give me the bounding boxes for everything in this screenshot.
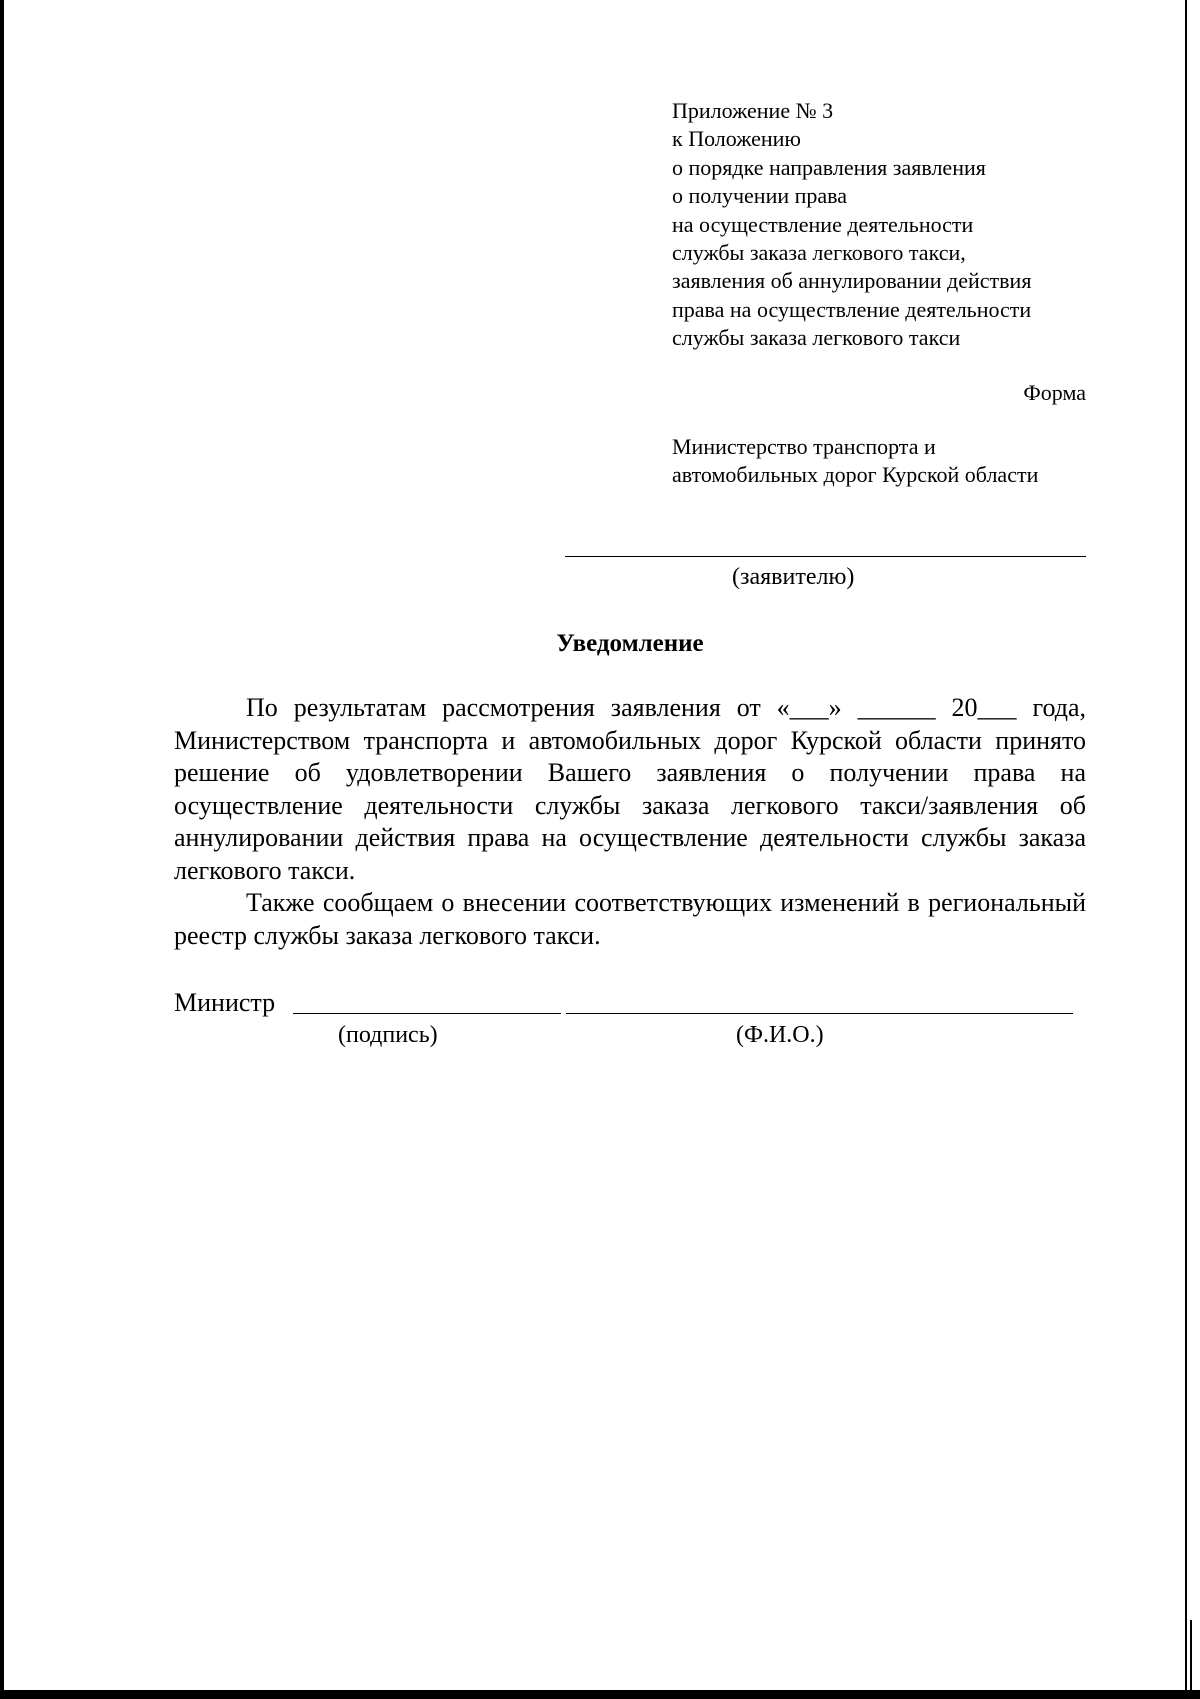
scan-border-bottom: [0, 1690, 1200, 1699]
sender-block: [672, 433, 1038, 490]
name-fill-line: [566, 1013, 1073, 1014]
signature-caption: (подпись): [338, 1022, 438, 1048]
signatory-role: Министр: [174, 988, 276, 1017]
annex-line: о получении права: [672, 183, 848, 209]
form-label: Форма: [1023, 380, 1086, 405]
annex-reference: [672, 97, 1031, 353]
annex-line: к Положению: [672, 126, 801, 152]
applicant-caption: (заявителю): [732, 564, 855, 590]
body-paragraph: Также сообщаем о внесении соответствующих изменений в региональный реестр службы заказа легкового такси.: [174, 888, 1086, 950]
annex-line: Приложение № 3: [672, 98, 834, 123]
signature-fill-line: [293, 1013, 561, 1014]
sender-line: Министерство транспорта и: [672, 434, 936, 459]
annex-line: на осуществление деятельности: [672, 211, 974, 237]
document-title: Уведомление: [556, 630, 704, 657]
annex-line: заявления об аннулировании действия: [672, 268, 1032, 294]
annex-line: службы заказа легкового такси: [672, 325, 961, 351]
annex-line: о порядке направления заявления: [672, 154, 986, 180]
scan-border-left: [0, 0, 4, 1699]
scan-border-right-lower: [1190, 1620, 1192, 1699]
applicant-fill-line: [565, 556, 1086, 557]
notification-body: [174, 692, 1086, 952]
name-caption: (Ф.И.О.): [736, 1022, 824, 1048]
annex-line: права на осуществление деятельности: [672, 296, 1032, 322]
sender-line: автомобильных дорог Курской области: [672, 462, 1039, 488]
annex-line: службы заказа легкового такси,: [672, 240, 966, 266]
scan-border-right: [1185, 0, 1187, 1699]
body-paragraph: По результатам рассмотрения заявления от «___» ______ 20___ года, Министерством транспорта и автомобильных дорог Курской области принято решение об удовлетворении Вашего заявления о получении права на осуществление деятельности службы заказа легкового такси/заявления об аннулировании действия права на осуществление деятельности службы заказа легкового такси.: [174, 693, 1086, 885]
